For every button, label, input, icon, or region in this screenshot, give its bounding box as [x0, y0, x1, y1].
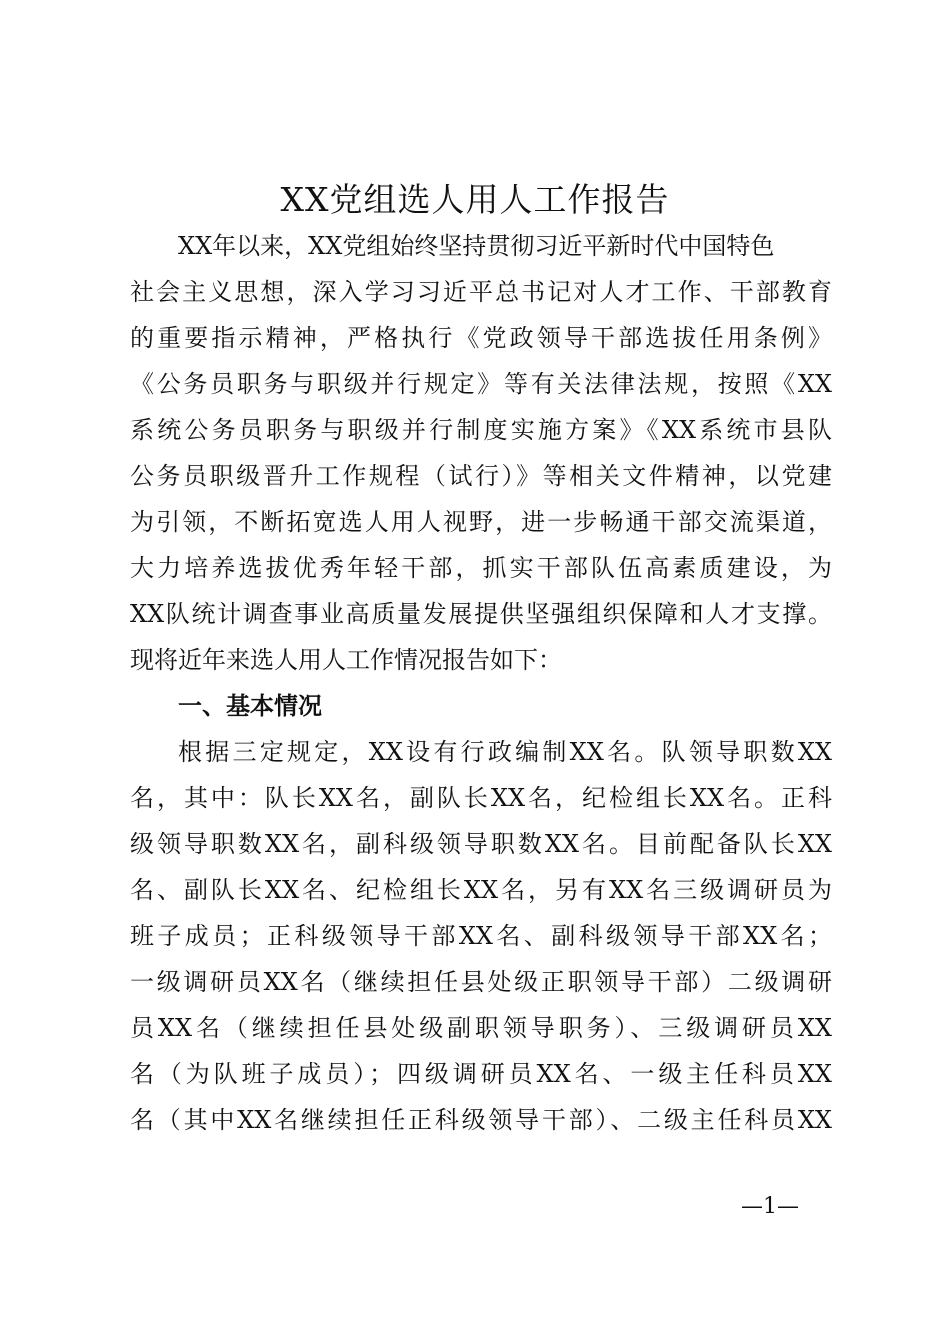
section1-line-9: 名（其中XX名继续担任正科级领导干部）、二级主任科员XX — [130, 1106, 832, 1134]
intro-line-10: 现将近年来选人用人工作情况报告如下： — [130, 646, 562, 674]
intro-line-8: 大力培养选拔优秀年轻干部，抓实干部队伍高素质建设，为 — [130, 554, 832, 582]
intro-line-4: 《公务员职务与职级并行规定》等有关法律法规，按照《XX — [130, 370, 832, 398]
intro-line-5: 系统公务员职务与职级并行制度实施方案》《XX系统市县队 — [130, 416, 832, 444]
intro-line-2: 社会主义思想，深入学习习近平总书记对人才工作、干部教育 — [130, 278, 832, 306]
intro-line-9: XX队统计调查事业高质量发展提供坚强组织保障和人才支撑。 — [130, 600, 832, 628]
section1-line-4: 名、副队长XX名、纪检组长XX名，另有XX名三级调研员为 — [130, 876, 832, 904]
section-heading-basic-info: 一、基本情况 — [178, 692, 322, 720]
document-title: XX党组选人用人工作报告 — [280, 180, 670, 219]
intro-line-3: 的重要指示精神，严格执行《党政领导干部选拔任用条例》 — [130, 324, 832, 352]
section1-line-8: 名（为队班子成员）；四级调研员XX名、一级主任科员XX — [130, 1060, 832, 1088]
section1-line-6: 一级调研员XX名（继续担任县处级正职领导干部）二级调研 — [130, 968, 832, 996]
section1-line-2: 名，其中：队长XX名，副队长XX名，纪检组长XX名。正科 — [130, 784, 832, 812]
section1-line-5: 班子成员；正科级领导干部XX名、副科级领导干部XX名； — [130, 922, 832, 950]
section1-line-3: 级领导职数XX名，副科级领导职数XX名。目前配备队长XX — [130, 830, 832, 858]
section1-line-7: 员XX名（继续担任县处级副职领导职务）、三级调研员XX — [130, 1014, 832, 1042]
intro-line-7: 为引领，不断拓宽选人用人视野，进一步畅通干部交流渠道， — [130, 508, 832, 536]
intro-line-6: 公务员职级晋升工作规程（试行）》等相关文件精神，以党建 — [130, 462, 832, 490]
intro-line-1: XX年以来，XX党组始终坚持贯彻习近平新时代中国特色 — [178, 232, 775, 260]
page-number: —1— — [741, 1194, 799, 1219]
section1-line-1: 根据三定规定，XX设有行政编制XX名。队领导职数XX — [178, 738, 832, 766]
